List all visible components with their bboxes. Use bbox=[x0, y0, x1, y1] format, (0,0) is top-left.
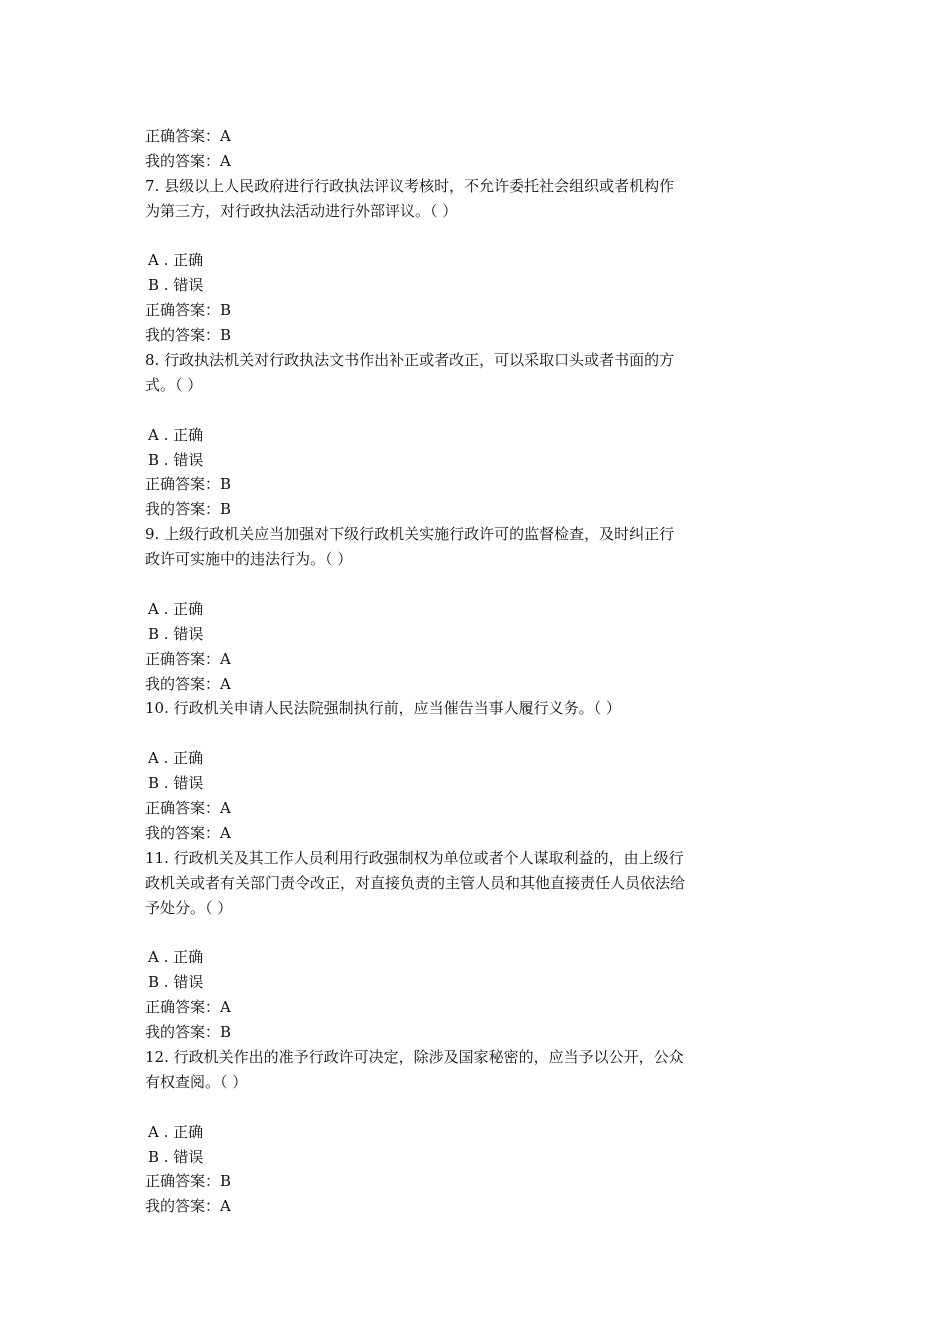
question-text: 政机关或者有关部门责令改正，对直接负责的主管人员和其他直接责任人员依法给 bbox=[145, 873, 686, 892]
question-text: 12. 行政机关作出的准予行政许可决定，除涉及国家秘密的，应当予以公开，公众 bbox=[145, 1047, 684, 1066]
correct-answer: 正确答案：A bbox=[145, 649, 231, 668]
correct-answer: 正确答案：A bbox=[145, 998, 231, 1017]
my-answer: 我的答案：A bbox=[145, 823, 231, 842]
blank-line bbox=[145, 398, 765, 423]
option-b: B . 错误 bbox=[148, 276, 204, 295]
my-answer: 我的答案：A bbox=[145, 1197, 231, 1216]
option-b: B . 错误 bbox=[148, 973, 204, 992]
question-text: 政许可实施中的违法行为。（ ） bbox=[145, 550, 353, 569]
question-text: 9. 上级行政机关应当加强对下级行政机关实施行政许可的监督检查，及时纠正行 bbox=[145, 525, 675, 544]
question-block bbox=[145, 846, 765, 1045]
correct-answer: 正确答案：A bbox=[145, 127, 231, 145]
question-text: 有权查阅。（ ） bbox=[145, 1072, 248, 1091]
blank-line bbox=[145, 1095, 765, 1120]
correct-answer: 正确答案：B bbox=[145, 1172, 232, 1191]
document-page bbox=[145, 124, 765, 1219]
option-b: B . 错误 bbox=[148, 1147, 204, 1166]
correct-answer: 正确答案：B bbox=[145, 301, 232, 320]
question-text: 为第三方，对行政执法活动进行外部评议。（ ） bbox=[145, 201, 458, 220]
question-block bbox=[145, 522, 765, 696]
question-text: 11. 行政机关及其工作人员利用行政强制权为单位或者个人谋取利益的，由上级行 bbox=[145, 848, 684, 867]
question-block bbox=[145, 348, 765, 522]
blank-line bbox=[145, 572, 765, 597]
my-answer: 我的答案：B bbox=[145, 326, 232, 345]
question-text: 7. 县级以上人民政府进行行政执法评议考核时，不允许委托社会组织或者机构作 bbox=[145, 176, 675, 195]
option-a: A . 正确 bbox=[148, 599, 204, 618]
option-b: B . 错误 bbox=[148, 450, 204, 469]
option-a: A . 正确 bbox=[148, 251, 204, 270]
question-text: 8. 行政执法机关对行政执法文书作出补正或者改正，可以采取口头或者书面的方 bbox=[145, 351, 675, 370]
blank-line bbox=[145, 224, 765, 249]
my-answer: 我的答案：B bbox=[145, 500, 232, 519]
my-answer: 我的答案：A bbox=[145, 674, 231, 693]
correct-answer: 正确答案：B bbox=[145, 475, 232, 494]
option-b: B . 错误 bbox=[148, 774, 204, 793]
my-answer: 我的答案：A bbox=[145, 151, 231, 170]
option-b: B . 错误 bbox=[148, 624, 204, 643]
question-text: 10. 行政机关申请人民法院强制执行前，应当催告当事人履行义务。（ ） bbox=[145, 699, 621, 718]
blank-line bbox=[145, 721, 765, 746]
question-text: 予处分。（ ） bbox=[145, 898, 233, 917]
question-block bbox=[145, 1045, 765, 1219]
option-a: A . 正确 bbox=[148, 1122, 204, 1141]
correct-answer: 正确答案：A bbox=[145, 799, 231, 818]
option-a: A . 正确 bbox=[148, 425, 204, 444]
blank-line bbox=[145, 921, 765, 946]
question-text: 式。（ ） bbox=[145, 375, 203, 394]
option-a: A . 正确 bbox=[148, 948, 204, 967]
option-a: A . 正确 bbox=[148, 749, 204, 768]
question-block bbox=[145, 696, 765, 845]
question-block bbox=[145, 174, 765, 348]
my-answer: 我的答案：B bbox=[145, 1023, 232, 1042]
